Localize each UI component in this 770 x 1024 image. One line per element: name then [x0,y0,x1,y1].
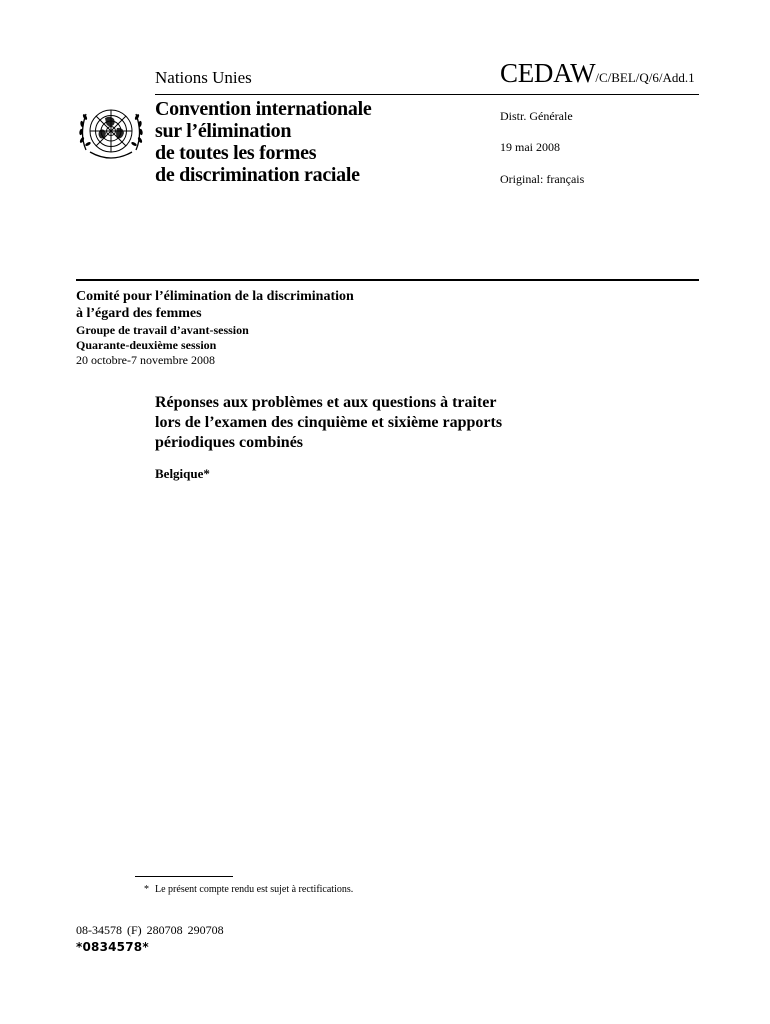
document-symbol-suffix: /C/BEL/Q/6/Add.1 [595,70,695,85]
distribution-type: Distr. Générale [500,109,573,123]
convention-title-line: sur l’élimination [155,120,292,142]
committee-name-line: à l’égard des femmes [76,306,202,321]
session: Quarante-deuxième session [76,338,217,352]
working-group: Groupe de travail d’avant-session [76,323,249,337]
barcode-text: *0834578* [76,940,149,954]
job-number: 08-34578 (F) 280708 290708 [76,923,224,937]
header-rule [155,94,699,95]
committee-name [76,288,354,322]
un-emblem-icon [76,100,146,168]
country-name: Belgique* [155,466,210,481]
footnote-rule [135,876,233,877]
document-symbol [500,58,695,89]
document-title-line: périodiques combinés [155,434,304,451]
convention-title [155,98,371,186]
organization-name: Nations Unies [155,68,252,87]
convention-title-line: Convention internationale [155,98,372,120]
footnote-text: Le présent compte rendu est sujet à rectifications. [155,884,354,895]
footnote-mark: * [144,884,149,895]
issue-date: 19 mai 2008 [500,140,560,154]
document-title-line: lors de l’examen des cinquième et sixième rapports [155,414,503,431]
original-language: Original: français [500,172,585,186]
convention-title-line: de discrimination raciale [155,164,360,186]
document-symbol-main: CEDAW [500,58,596,88]
footnote [144,884,353,895]
session-dates: 20 octobre-7 novembre 2008 [76,353,215,367]
committee-name-line: Comité pour l’élimination de la discrimination [76,289,354,304]
convention-title-line: de toutes les formes [155,142,317,164]
document-title [155,393,502,453]
document-title-line: Réponses aux problèmes et aux questions à traiter [155,394,497,411]
section-rule [76,279,699,281]
